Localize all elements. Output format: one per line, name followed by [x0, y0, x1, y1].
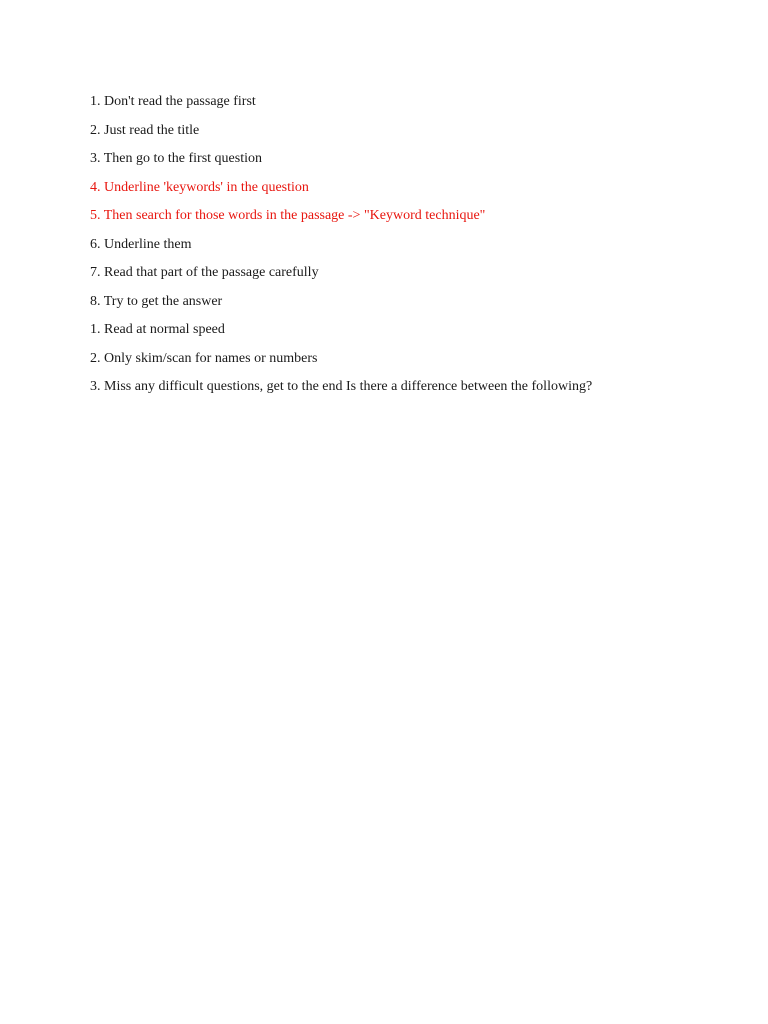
list-item: 2. Only skim/scan for names or numbers: [90, 350, 318, 366]
list-item: 3. Then go to the first question: [90, 151, 262, 166]
list-item-highlighted: 4. Underline 'keywords' in the question: [90, 179, 309, 195]
instruction-list: [90, 92, 750, 406]
list-item: 7. Read that part of the passage carefully: [90, 265, 319, 280]
list-item: 2. Just read the title: [90, 122, 200, 138]
list-item: 8. Try to get the answer: [90, 293, 223, 309]
list-item: 3. Miss any difficult questions, get to the end Is there a difference between the following?: [90, 379, 593, 394]
list-item: 1. Read at normal speed: [90, 322, 225, 337]
list-item: 6. Underline them: [90, 236, 192, 252]
list-item-highlighted: 5. Then search for those words in the passage -> "Keyword technique": [90, 208, 486, 223]
list-item: 1. Don't read the passage first: [90, 94, 256, 109]
